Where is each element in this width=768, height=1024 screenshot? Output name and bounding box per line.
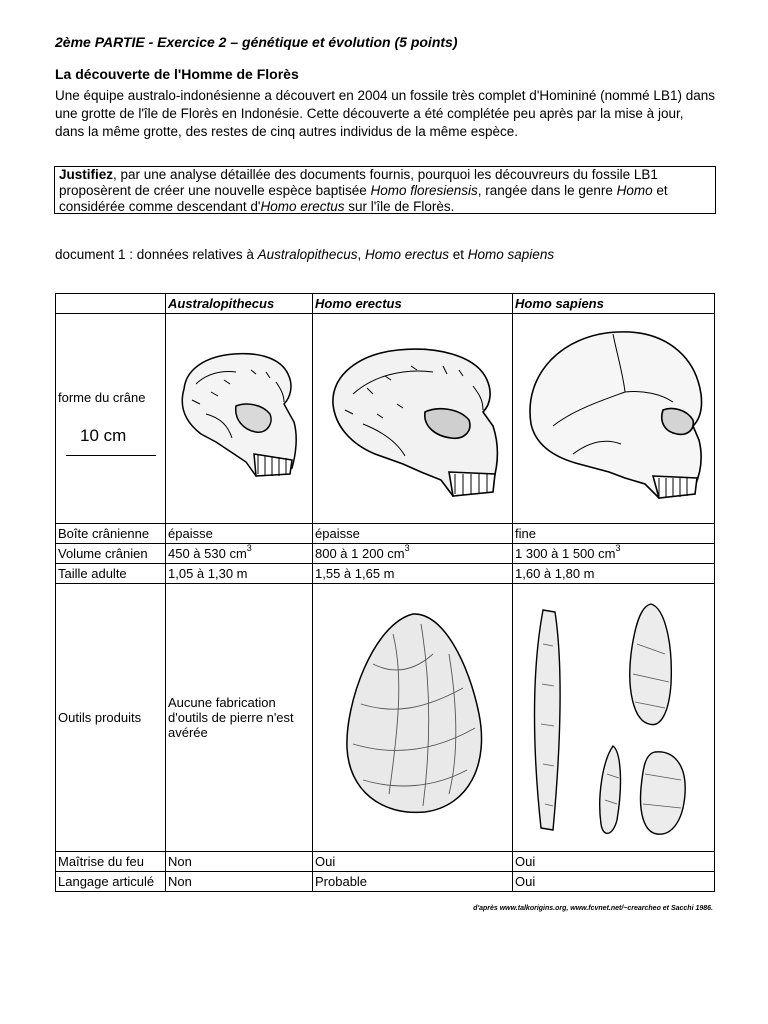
row-taille-adulte [56,564,715,584]
scale-bar-label: 10 cm [80,426,127,445]
volume-exponent: 3 [615,543,621,553]
volume-australopithecus-value: 450 à 530 cm [168,546,247,561]
intro-paragraph: Une équipe australo-indonésienne a découvert en 2004 un fossile très complet d'Homininé (nommé LB1) dans une grotte de l'île de Florès en Indonésie. Cette découverte a été complétée peu après par la mise à jour, dans la même grotte, des restes de cinq autres individus de la même espèce. [55,88,715,139]
cell-outils-homo-erectus [313,584,513,852]
cell-taille-australopithecus: 1,05 à 1,30 m [166,564,313,584]
caption-species-2: Homo erectus [364,247,450,262]
skull-homo-erectus-cell [313,314,513,524]
cell-langage-homo-erectus: Probable [313,872,513,892]
task-text-3: et considérée comme descendant d' [59,183,668,214]
scale-bar [66,455,156,456]
row-outils-produits [56,584,715,852]
label-maitrise-feu: Maîtrise du feu [56,852,166,872]
caption-species-3: Homo sapiens [467,247,555,262]
label-taille-adulte: Taille adulte [56,564,166,584]
label-boite-cranienne: Boîte crânienne [56,524,166,544]
task-genus: Homo [616,183,653,198]
task-text-4: sur l'île de Florès. [344,199,455,214]
caption-prefix: document 1 : données relatives à [55,247,258,262]
caption-species-1: Australopithecus [257,247,358,262]
blade-tools-illustration [513,584,715,851]
comparison-table [55,293,715,892]
australopithecus-skull-illustration [166,314,313,523]
row-boite-cranienne [56,524,715,544]
task-box [54,166,716,214]
document-caption [55,247,554,262]
task-species-new: Homo floresiensis [370,183,478,198]
biface-tool-illustration [313,584,513,851]
label-langage-articule: Langage articulé [56,872,166,892]
task-text-2: , rangée dans le genre [477,183,617,198]
skull-australopithecus-cell [166,314,313,524]
volume-homo-erectus-value: 800 à 1 200 cm [315,546,405,561]
header-homo-erectus: Homo erectus [313,294,513,314]
task-species-ancestor: Homo erectus [260,199,345,214]
row-langage-articule [56,872,715,892]
cell-volume-homo-erectus [313,544,513,564]
skull-row-label: forme du crâne [58,390,146,405]
skull-row [56,314,715,524]
cell-outils-homo-sapiens [513,584,715,852]
row-volume-cranien [56,544,715,564]
cell-taille-homo-erectus: 1,55 à 1,65 m [313,564,513,584]
cell-boite-homo-sapiens: fine [513,524,715,544]
label-outils-produits: Outils produits [56,584,166,852]
cell-feu-homo-sapiens: Oui [513,852,715,872]
volume-exponent: 3 [404,543,410,553]
skull-homo-sapiens-cell [513,314,715,524]
cell-langage-homo-sapiens: Oui [513,872,715,892]
cell-feu-homo-erectus: Oui [313,852,513,872]
caption-sep-2: et [449,247,468,262]
cell-feu-australopithecus: Non [166,852,313,872]
cell-volume-australopithecus [166,544,313,564]
cell-boite-australopithecus: épaisse [166,524,313,544]
exercise-header: 2ème PARTIE - Exercice 2 – génétique et évolution (5 points) [55,34,458,50]
section-title: La découverte de l'Homme de Florès [55,66,299,82]
skull-label-cell [56,314,166,524]
volume-homo-sapiens-value: 1 300 à 1 500 cm [515,546,616,561]
task-keyword: Justifiez [59,167,114,182]
source-credit: d'après www.talkorigins.org, www.fcvnet.net/~crearcheo et Sacchi 1986. [473,905,713,912]
task-text-1: , par une analyse détaillée des documents fournis, pourquoi les découvreurs du fossile LB1 proposèrent de créer une nouvelle espèce baptisée [59,167,658,198]
header-australopithecus: Australopithecus [166,294,313,314]
header-homo-sapiens: Homo sapiens [513,294,715,314]
cell-volume-homo-sapiens [513,544,715,564]
cell-langage-australopithecus: Non [166,872,313,892]
header-empty [56,294,166,314]
header-row [56,294,715,314]
cell-taille-homo-sapiens: 1,60 à 1,80 m [513,564,715,584]
label-volume-cranien: Volume crânien [56,544,166,564]
row-maitrise-feu [56,852,715,872]
homo-erectus-skull-illustration [313,314,513,523]
homo-sapiens-skull-illustration [513,314,715,523]
cell-boite-homo-erectus: épaisse [313,524,513,544]
cell-outils-australopithecus: Aucune fabrication d'outils de pierre n'est avérée [166,584,313,852]
caption-sep-1: , [357,247,365,262]
volume-exponent: 3 [246,543,252,553]
